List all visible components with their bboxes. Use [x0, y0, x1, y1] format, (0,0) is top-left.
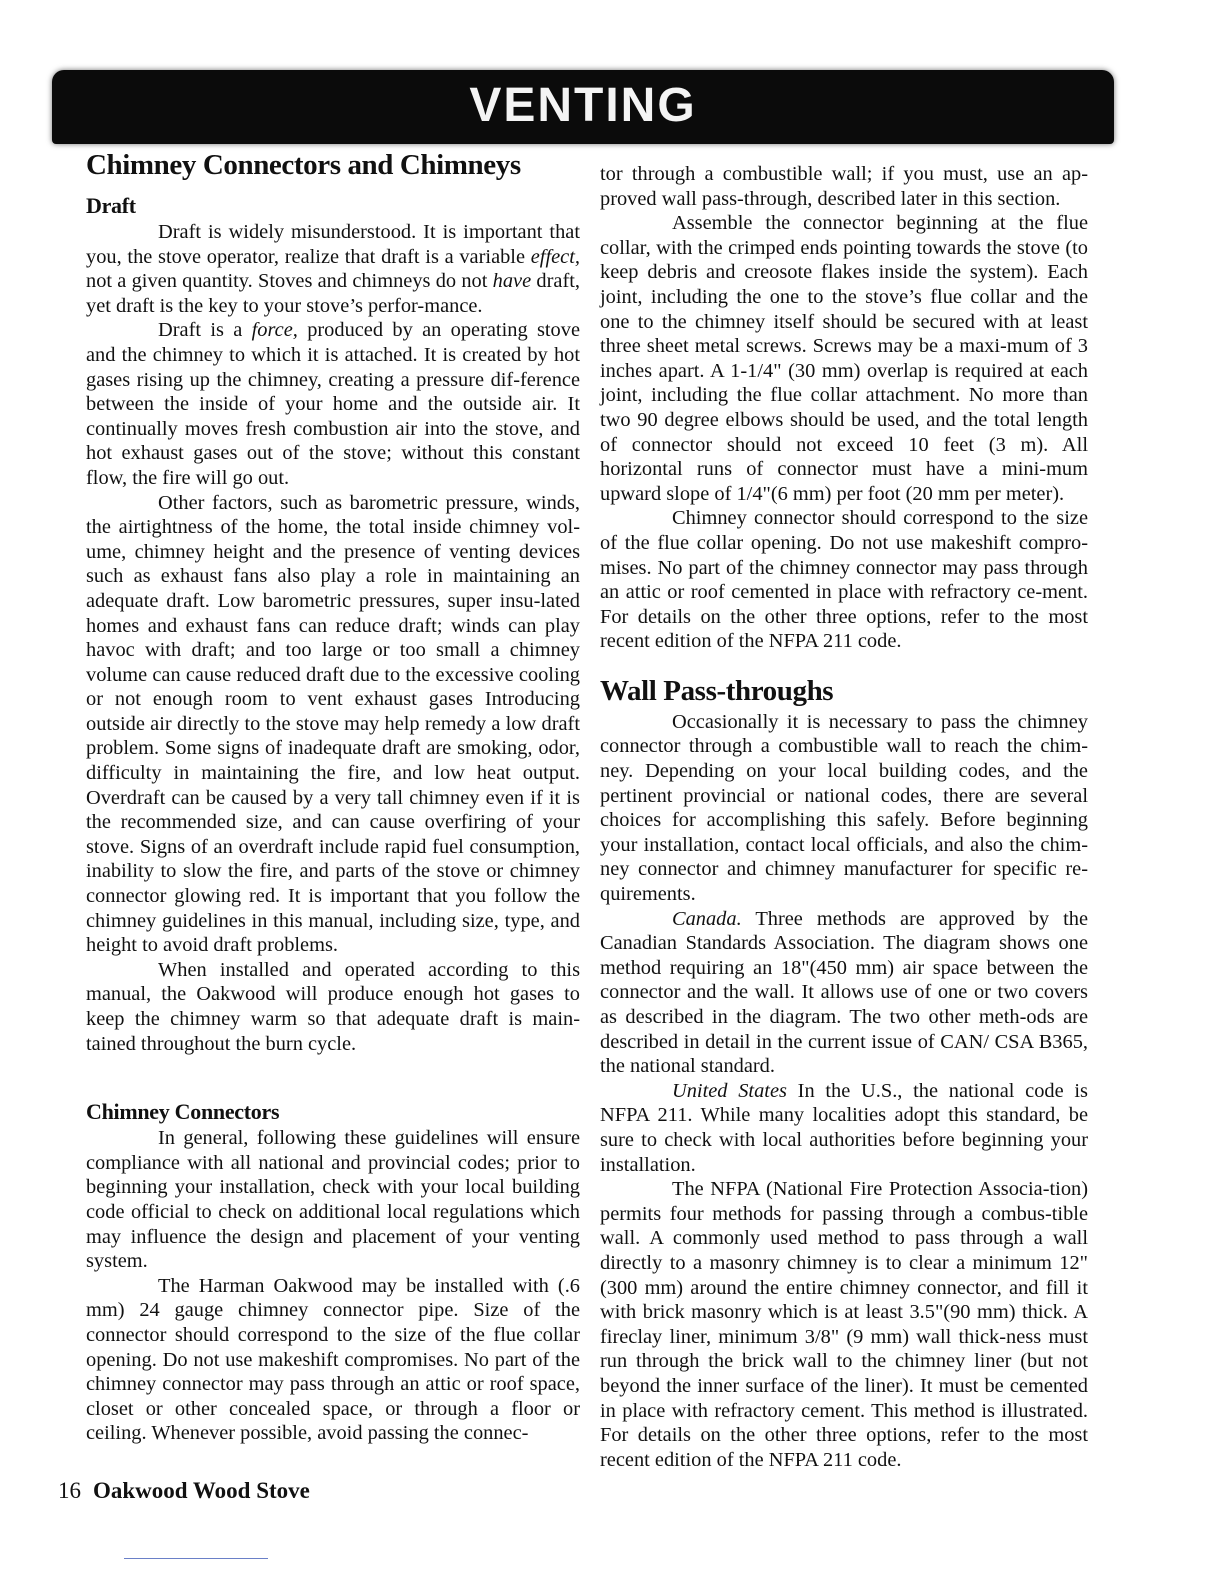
- united-states-paragraph: United States In the U.S., the national code is NFPA 211. While many localities adopt this standard, be sure to check with local authorities before beginning your installation.: [600, 1079, 1088, 1176]
- nfpa-paragraph: The NFPA (National Fire Protection Associa-tion) permits four methods for passing through a combus-tible wall. A commonly used method to pass through a wall directly to a masonry chimney is to clear a minimum 12"(300 mm) around the entire chimney connector, and fill it with brick masonry which is at least 3.5"(90 mm) thick. A fireclay liner, minimum 3/8" (9 mm) wall thick-ness must run through the brick wall to the chimney liner (but not beyond the inner surface of the liner). It must be cemented in place with refractory cement. This method is illustrated. For details on the other three options, refer to the most recent edition of the NFPA 211 code.: [600, 1178, 1088, 1471]
- assemble-paragraph: Assemble the connector beginning at the flue collar, with the crimped ends pointing towards the stove (to keep debris and creosote flakes inside the system). Each joint, including the one to the stove’s flue collar and the one to the chimney itself should be secured with at least three sheet metal screws. Screws may be a maxi-mum of 3 inches apart. A 1-1/4" (30 mm) overlap is required at each joint, including the flue collar attachment. No more than two 90 degree elbows should be used, and the total length of connector should not exceed 10 feet (3 m). All horizontal runs of connector must have a mini-mum upward slope of 1/4"(6 mm) per foot (20 mm per meter).: [600, 212, 1088, 505]
- wall-paragraph-1: Occasionally it is necessary to pass the chimney connector through a combustible wall to reach the chim-ney. Depending on your local building codes, and the pertinent provincial or national codes, there are several choices for accomplishing this safely. Before beginning your installation, contact local officials, and also the chim-ney connector and chimney manufacturer for specific re-quirements.: [600, 710, 1088, 906]
- scan-artifact-line: [124, 1558, 268, 1559]
- page-number: 16: [58, 1478, 81, 1503]
- connectors-paragraph-2: The Harman Oakwood may be installed with (.6 mm) 24 gauge chimney connector pipe. Size of the connector should correspond to the size of the flue collar opening. Do not use makeshift compromises. No part of the chimney connector may pass through an attic or roof space, closet or other concealed space, or through a floor or ceiling. Whenever possible, avoid passing the connec-: [86, 1274, 580, 1445]
- draft-paragraph-2: Draft is a force, produced by an operating stove and the chimney to which it is attached. It is created by hot gases rising up the chimney, creating a pressure dif-ference between the inside of your home and the outside air. It continually moves fresh combustion air into the stove, and hot exhaust gases out of the stove; without this constant flow, the fire will go out.: [86, 319, 580, 489]
- footer-title: Oakwood Wood Stove: [93, 1478, 310, 1503]
- draft-paragraph-3: Other factors, such as barometric pressure, winds, the airtightness of the home, the total inside chimney vol-ume, chimney height and the presence of venting devices such as exhaust fans also play a role in maintaining an adequate draft. Low barometric pressures, super insu-lated homes and exhaust fans can reduce draft; winds can play havoc with draft; and too large or too small a chimney volume can cause reduced draft due to the excessive cooling or not enough room to vent exhaust gases Introducing outside air directly to the stove may help remedy a low draft problem. Some signs of inadequate draft are smoking, odor, difficulty in maintaining the fire, and low heat output. Overdraft can be caused by a very tall chimney even if it is the recommended size, and can cause overfiring of your stove. Signs of an overdraft include rapid fuel consumption, inability to slow the fire, and parts of the stove or chimney connector glowing red. It is important that you follow the chimney guidelines in this manual, including size, type, and height to avoid draft problems.: [86, 491, 580, 957]
- canada-paragraph: Canada. Three methods are approved by the Canadian Standards Association. The diagram shows one method requiring an 18"(450 mm) air space between the connector and the wall. It allows use of one or two covers as described in the diagram. The two other meth-ods are described in detail in the current issue of CAN/ CSA B365, the national standard.: [600, 907, 1088, 1078]
- section-title: VENTING: [469, 79, 697, 132]
- wall-pass-throughs-heading: Wall Pass-throughs: [600, 674, 834, 707]
- right-column: [600, 162, 1088, 1472]
- connector-size-paragraph: Chimney connector should correspond to the size of the flue collar opening. Do not use makeshift compro-mises. No part of the chimney connector may pass through an attic or roof cemented in place with refractory ce-ment. For details on the other three options, refer to the most recent edition of the NFPA 211 code.: [600, 507, 1088, 653]
- page-footer: [58, 1478, 310, 1504]
- draft-paragraph-4: When installed and operated according to this manual, the Oakwood will produce enough hot gases to keep the chimney warm so that adequate draft is main-tained throughout the burn cycle.: [86, 958, 580, 1055]
- left-column: [86, 148, 580, 1446]
- draft-paragraph-1: Draft is widely misunderstood. It is important that you, the stove operator, realize that draft is a variable effect, not a given quantity. Stoves and chimneys do not have draft, yet draft is the key to your stove’s perfor-mance.: [86, 221, 580, 317]
- connectors-paragraph-1: In general, following these guidelines will ensure compliance with all national and provincial codes; prior to beginning your installation, check with your local building code official to check on additional local regulations which may influence the design and placement of your venting system.: [86, 1127, 580, 1273]
- section-heading: Chimney Connectors and Chimneys: [86, 149, 521, 181]
- continued-paragraph: tor through a combustible wall; if you must, use an ap-proved wall pass-through, described later in this section.: [600, 163, 1088, 210]
- section-banner: [52, 70, 1114, 144]
- draft-heading: Draft: [86, 193, 136, 218]
- chimney-connectors-heading: Chimney Connectors: [86, 1099, 280, 1125]
